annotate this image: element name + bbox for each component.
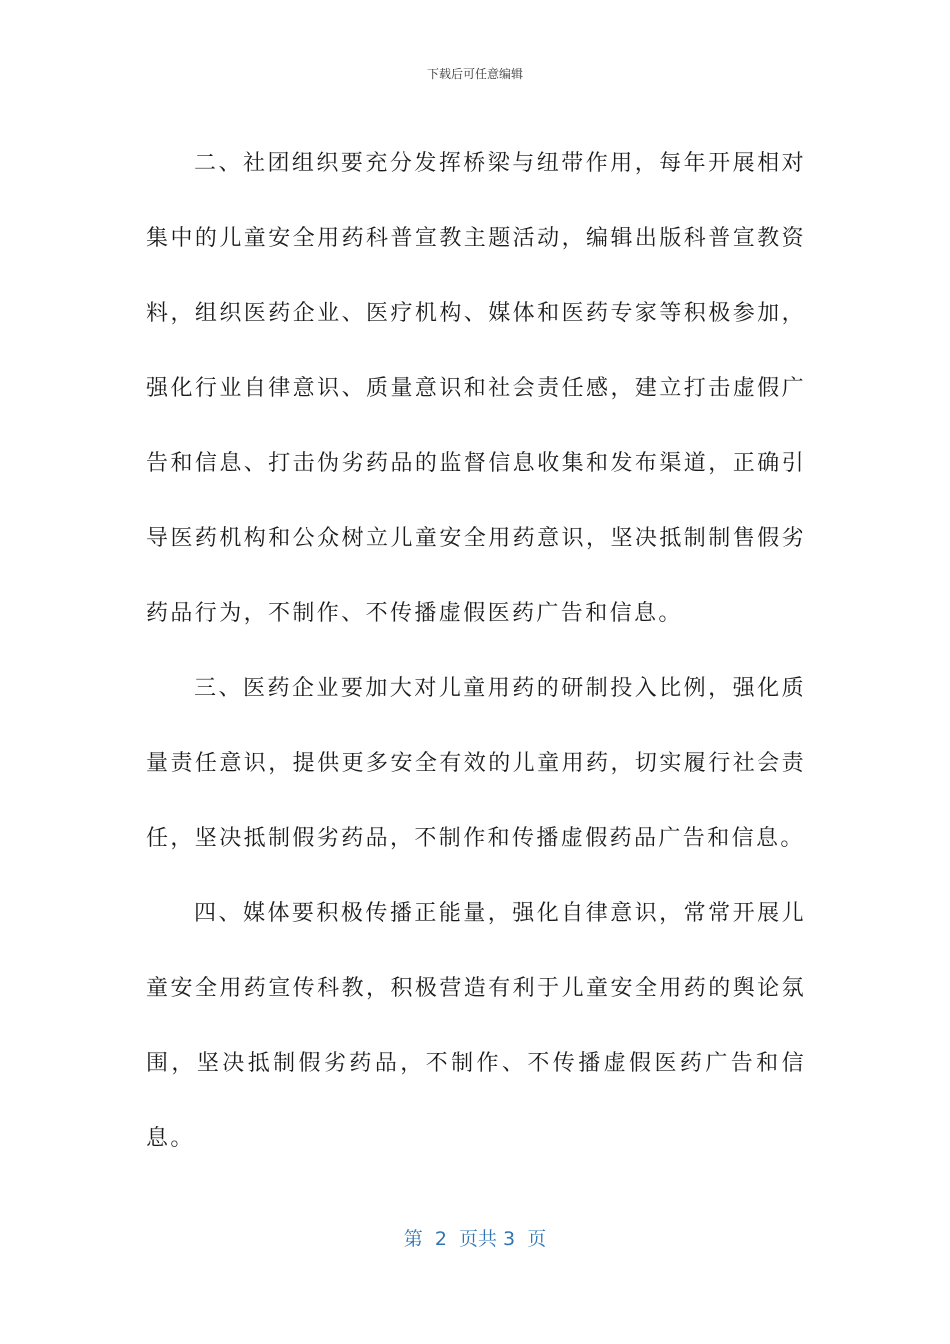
paragraph-2: 二、社团组织要充分发挥桥梁与纽带作用，每年开展相对集中的儿童安全用药科普宣教主题活动，编辑出版科普宣教资料，组织医药企业、医疗机构、媒体和医药专家等积极参加，强化行业自律意识、质量意识和社会责任感，建立打击虚假广告和信息、打击伪劣药品的监督信息收集和发布渠道，正确引导医药机构和公众树立儿童安全用药意识，坚决抵制制售假劣药品行为，不制作、不传播虚假医药广告和信息。 [146, 151, 806, 626]
page-footer: 第 2 页共 3 页 [403, 1228, 547, 1250]
document-body [146, 126, 806, 1176]
paragraph-3: 三、医药企业要加大对儿童用药的研制投入比例，强化质量责任意识，提供更多安全有效的儿童用药，切实履行社会责任，坚决抵制假劣药品，不制作和传播虚假药品广告和信息。 [146, 676, 806, 851]
page-header: 下载后可任意编辑 [426, 67, 523, 81]
paragraph-4: 四、媒体要积极传播正能量，强化自律意识，常常开展儿童安全用药宣传科教，积极营造有利于儿童安全用药的舆论氛围，坚决抵制假劣药品，不制作、不传播虚假医药广告和信息。 [146, 901, 806, 1151]
